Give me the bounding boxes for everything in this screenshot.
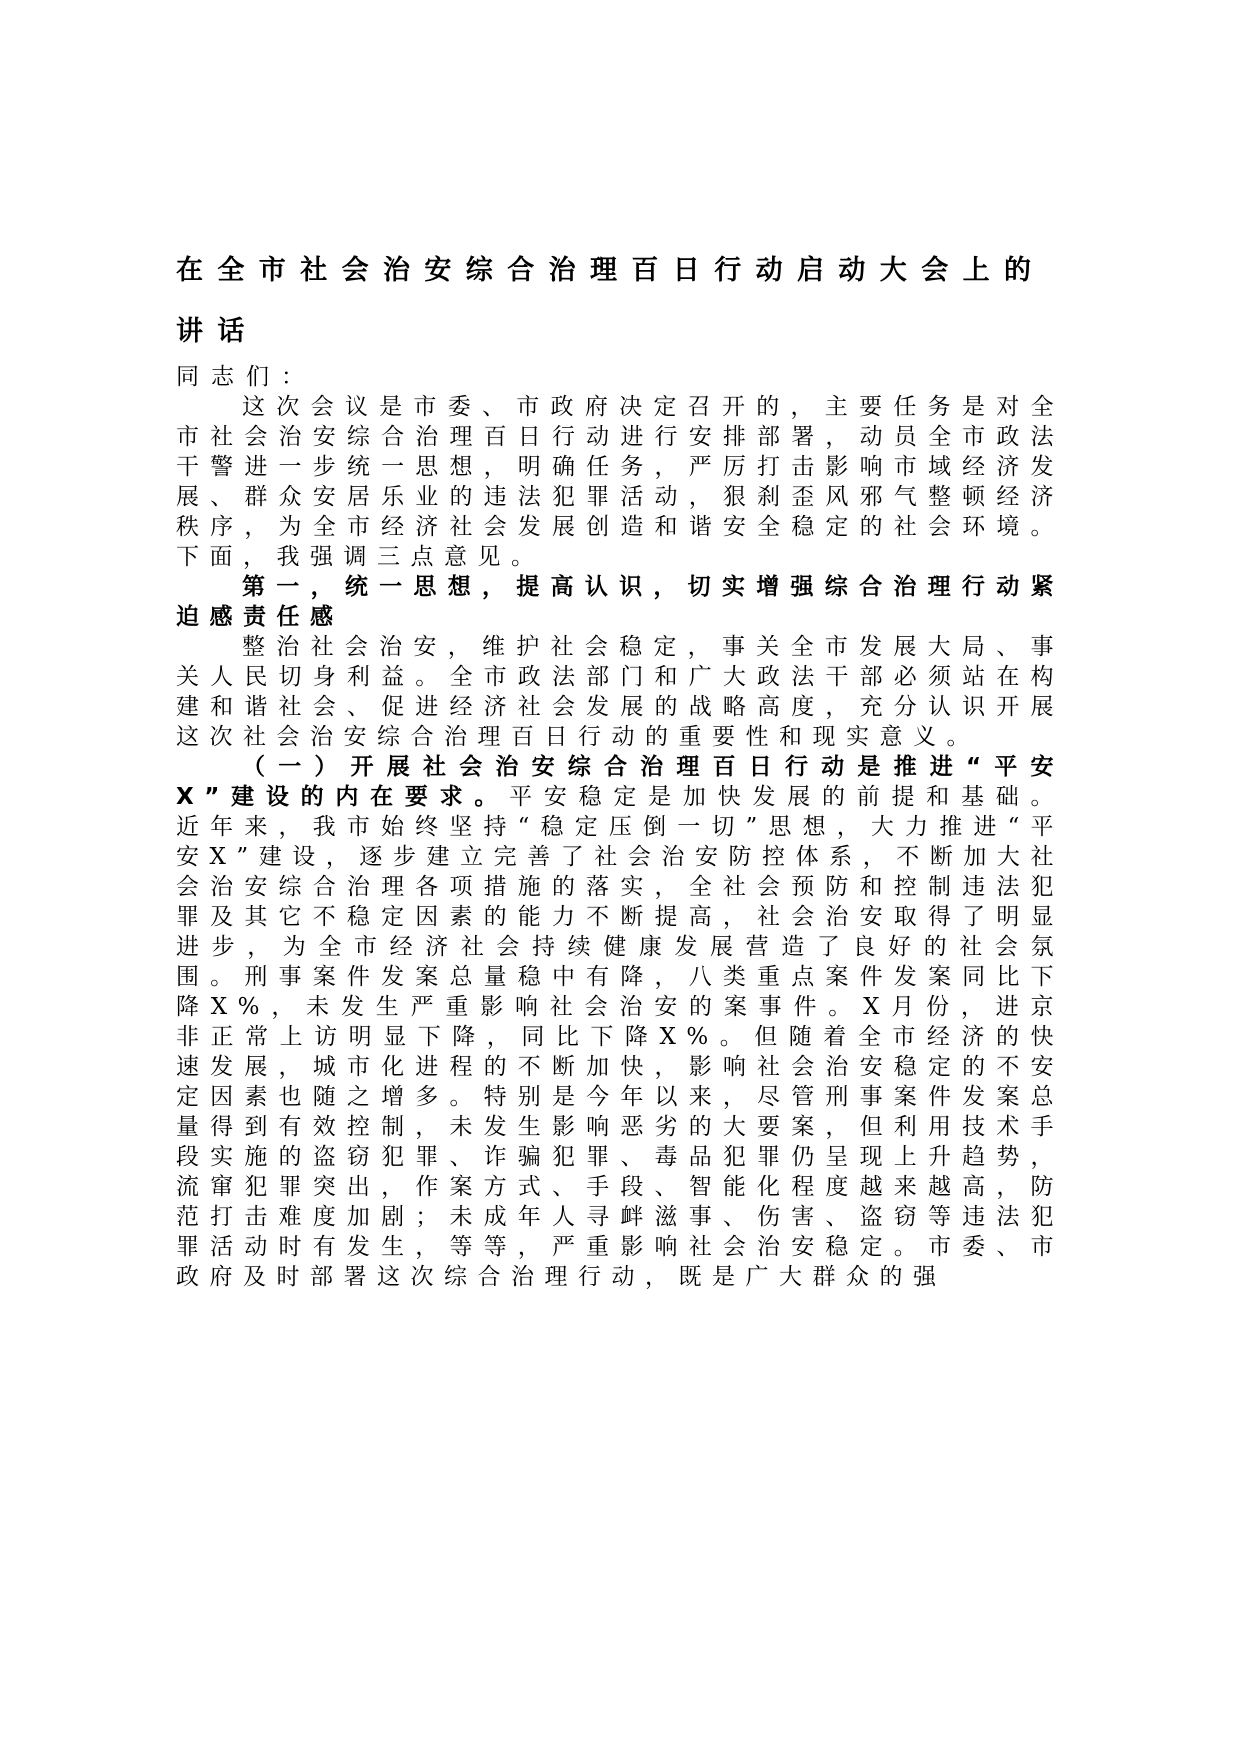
subsection-lead: （一）开展社会治安综合治理百日行动是推进“平安X”建设的内在要求。	[176, 754, 1064, 810]
document-body	[176, 240, 1064, 1292]
paragraph-intro: 这次会议是市委、市政府决定召开的，主要任务是对全市社会治安综合治理百日行动进行安排部署，动员全市政法干警进一步统一思想，明确任务，严厉打击影响市域经济发展、群众安居乐业的违法犯罪活动，狠刹歪风邪气整顿经济秩序，为全市经济社会发展创造和谐安全稳定的社会环境。下面，我强调三点意见。	[176, 394, 1064, 570]
document-title: 在全市社会治安综合治理百日行动启动大会上的讲话	[176, 255, 1046, 347]
section-heading-1: 第一，统一思想，提高认识，切实增强综合治理行动紧迫感责任感	[176, 574, 1064, 630]
subsection-body: 平安稳定是加快发展的前提和基础。近年来，我市始终坚持“稳定压倒一切”思想，大力推进“平安X”建设，逐步建立完善了社会治安防控体系，不断加大社会治安综合治理各项措施的落实，全社会预防和控制违法犯罪及其它不稳定因素的能力不断提高，社会治安取得了明显进步，为全市经济社会持续健康发展营造了良好的社会氛围。刑事案件发案总量稳中有降，八类重点案件发案同比下降X%，未发生严重影响社会治安的案事件。X月份，进京非正常上访明显下降，同比下降X%。但随着全市经济的快速发展，城市化进程的不断加快，影响社会治安稳定的不安定因素也随之增多。特别是今年以来，尽管刑事案件发案总量得到有效控制，未发生影响恶劣的大要案，但利用技术手段实施的盗窃犯罪、诈骗犯罪、毒品犯罪仍呈现上升趋势，流窜犯罪突出，作案方式、手段、智能化程度越来越高，防范打击难度加剧；未成年人寻衅滋事、伤害、盗窃等违法犯罪活动时有发生，等等，严重影响社会治安稳定。市委、市政府及时部署这次综合治理行动，既是广大群众的强	[176, 784, 1064, 1290]
salutation: 同志们：	[176, 364, 316, 390]
paragraph-section-1: 整治社会治安，维护社会稳定，事关全市发展大局、事关人民切身利益。全市政法部门和广大政法干部必须站在构建和谐社会、促进经济社会发展的战略高度，充分认识开展这次社会治安综合治理百日行动的重要性和现实意义。	[176, 634, 1064, 750]
paragraph-subsection-1	[176, 752, 1064, 1292]
